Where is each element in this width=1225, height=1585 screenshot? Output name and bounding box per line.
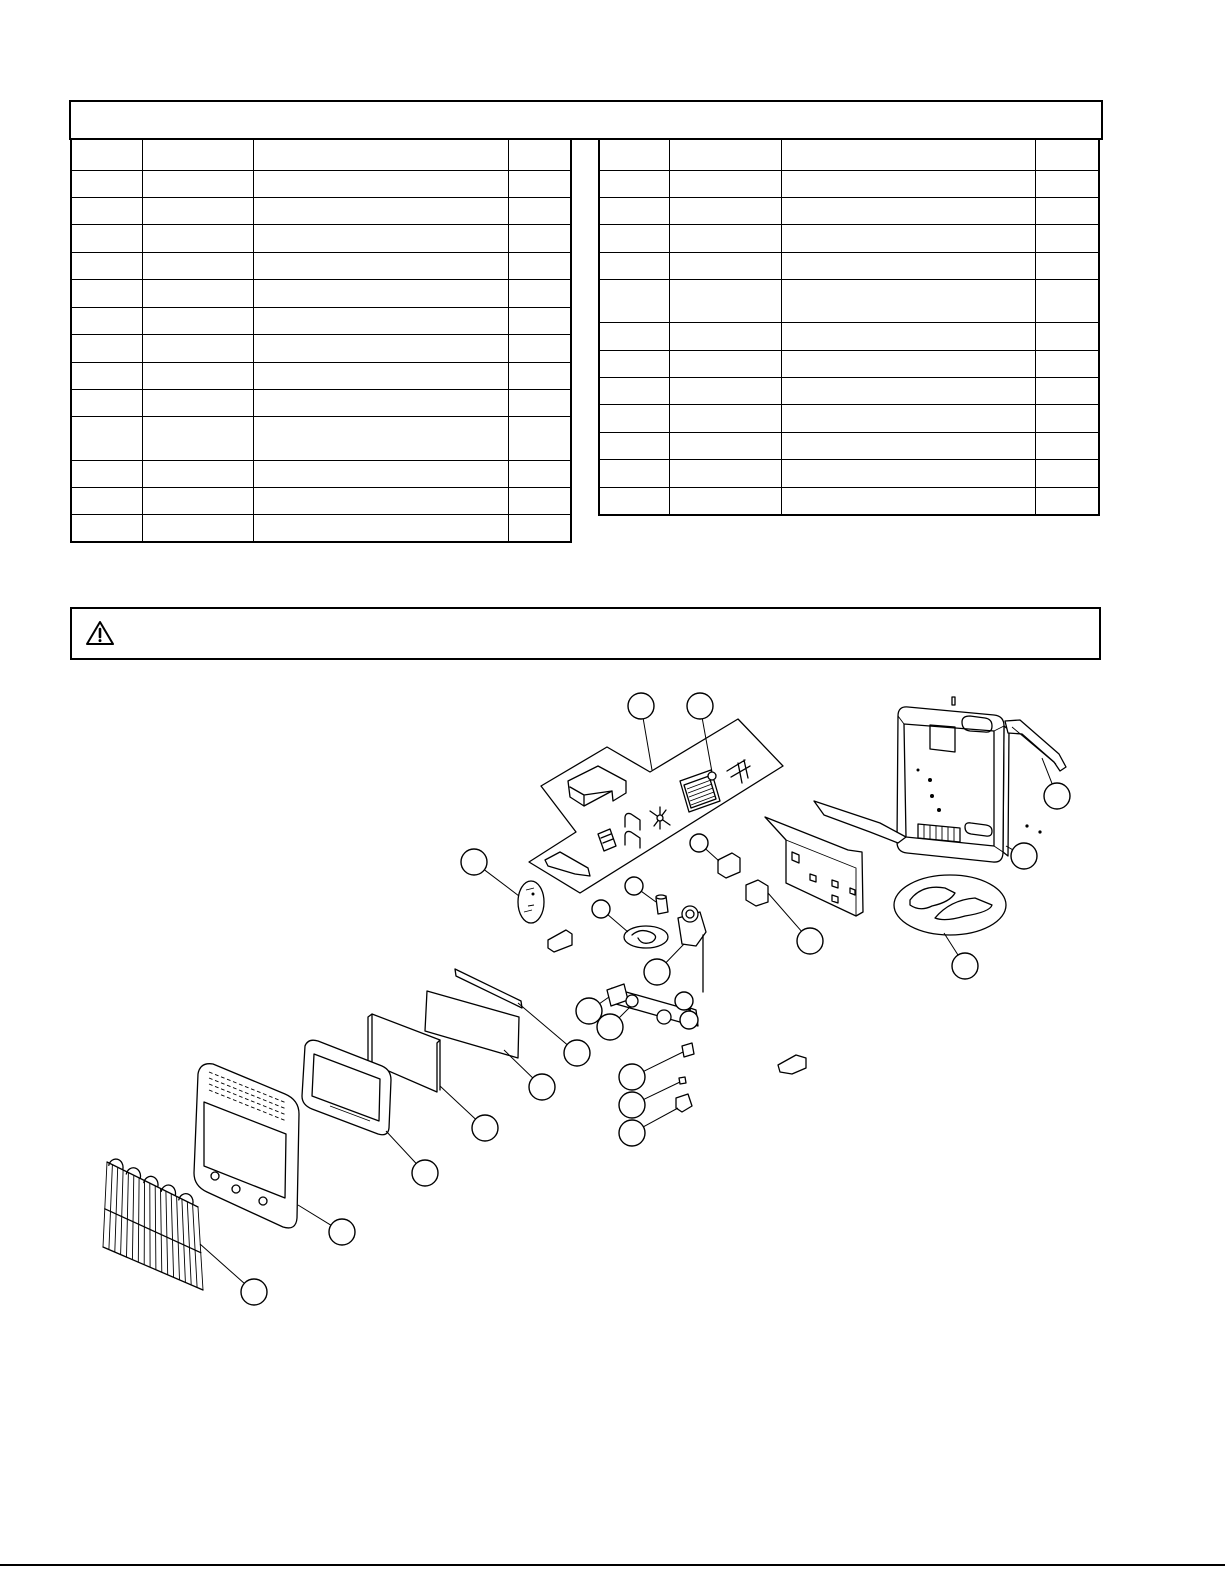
callout-circle xyxy=(680,1011,698,1029)
mounting-screw xyxy=(1038,830,1041,833)
parts-table-cell xyxy=(1035,487,1099,515)
parts-table-cell xyxy=(599,279,669,322)
parts-table-row xyxy=(71,279,571,307)
parts-table-cell xyxy=(599,322,669,350)
callout-circle xyxy=(472,1115,498,1141)
bracket-upper xyxy=(718,853,740,878)
log-set xyxy=(894,875,1006,935)
parts-table-header-row xyxy=(599,139,1099,170)
parts-table-cell xyxy=(253,514,508,542)
parts-table-cell xyxy=(142,170,253,197)
callout-circle xyxy=(797,928,823,954)
callout-circle xyxy=(675,992,693,1010)
parts-table-header-cell xyxy=(669,139,781,170)
parts-table-row xyxy=(71,307,571,334)
callout-circle xyxy=(461,849,487,875)
parts-table-cell xyxy=(508,197,571,224)
front-cabinet-outline xyxy=(194,1064,299,1228)
parts-table-row xyxy=(71,170,571,197)
parts-table-header-cell xyxy=(71,139,142,170)
exploded-parts-diagram xyxy=(0,680,1225,1320)
front-cabinet xyxy=(194,1064,299,1228)
parts-table-cell xyxy=(508,460,571,487)
parts-table-row xyxy=(599,377,1099,404)
parts-table-cell xyxy=(508,224,571,252)
callout-circle xyxy=(592,900,610,918)
bracket-middle xyxy=(746,880,768,906)
parts-table-header-cell xyxy=(142,139,253,170)
parts-table-cell xyxy=(508,334,571,362)
leader-line xyxy=(944,933,958,955)
parts-table-cell xyxy=(599,404,669,432)
parts-table-row xyxy=(599,322,1099,350)
leader-line xyxy=(600,997,609,1004)
leader-line xyxy=(643,719,652,770)
parts-table-cell xyxy=(599,224,669,252)
parts-table-cell xyxy=(253,307,508,334)
wire-guard-bars xyxy=(103,1162,203,1290)
kit-switch xyxy=(598,829,616,851)
leader-line xyxy=(644,1082,680,1099)
parts-table-cell xyxy=(508,362,571,389)
leader-line xyxy=(608,915,628,932)
leader-line xyxy=(666,944,684,963)
parts-table-cell xyxy=(781,224,1035,252)
parts-table-cell xyxy=(253,487,508,514)
parts-table-cell xyxy=(1035,350,1099,377)
leader-line xyxy=(200,1244,244,1283)
front-cabinet-foot xyxy=(259,1197,267,1205)
parts-table-row xyxy=(71,197,571,224)
parts-table-cell xyxy=(669,252,781,279)
parts-table-cell xyxy=(253,252,508,279)
callout-circle xyxy=(412,1160,438,1186)
back-housing-hole xyxy=(937,808,941,812)
kit-knob xyxy=(708,772,716,780)
parts-table-cell xyxy=(669,377,781,404)
parts-table-cell xyxy=(781,279,1035,322)
parts-table-cell xyxy=(599,350,669,377)
parts-table-cell xyxy=(599,252,669,279)
oval-plate xyxy=(518,881,544,923)
parts-table-cell xyxy=(1035,432,1099,459)
callout-circle xyxy=(619,1064,645,1090)
parts-table-cell xyxy=(71,416,142,460)
parts-table-cell xyxy=(599,197,669,224)
burner-orifice xyxy=(626,995,638,1007)
leader-line xyxy=(706,849,719,861)
leader-line xyxy=(386,1131,416,1164)
parts-table-right xyxy=(598,138,1100,516)
callout-circle xyxy=(952,953,978,979)
heat-shields xyxy=(765,801,906,916)
parts-table-row xyxy=(599,404,1099,432)
parts-table-cell xyxy=(1035,197,1099,224)
parts-table-cell xyxy=(71,307,142,334)
parts-table-cell xyxy=(669,279,781,322)
parts-table-cell xyxy=(508,279,571,307)
bracket-lower-right xyxy=(778,1055,806,1074)
kit-fan-hub xyxy=(657,815,663,821)
oval-plate-hole xyxy=(532,893,535,896)
parts-table-row xyxy=(599,432,1099,459)
wire-guard-loops xyxy=(109,1159,193,1204)
hardware-clip xyxy=(682,1043,694,1057)
parts-table-cell xyxy=(781,377,1035,404)
parts-table-cell xyxy=(599,377,669,404)
parts-table-cell xyxy=(71,514,142,542)
kit-clip-upper xyxy=(625,813,640,830)
parts-table-header-cell xyxy=(253,139,508,170)
parts-table-cell xyxy=(1035,404,1099,432)
thermocouple-outline xyxy=(624,926,668,948)
parts-table-cell xyxy=(781,432,1035,459)
parts-table-header-cell xyxy=(781,139,1035,170)
callout-circle xyxy=(564,1040,590,1066)
parts-table-cell xyxy=(71,487,142,514)
callout-circle xyxy=(619,1120,645,1146)
back-housing-hole xyxy=(930,794,934,798)
leader-line xyxy=(518,1003,567,1045)
parts-table-cell xyxy=(669,197,781,224)
callout-circle xyxy=(241,1279,267,1305)
parts-kit xyxy=(529,719,783,893)
parts-table-cell xyxy=(669,322,781,350)
warning-icon xyxy=(86,620,114,646)
parts-table-cell xyxy=(669,459,781,487)
parts-table-cell xyxy=(508,252,571,279)
pilot-top xyxy=(656,895,666,899)
wall-bracket-outline xyxy=(1005,720,1066,771)
parts-table-row xyxy=(599,459,1099,487)
parts-table-row xyxy=(71,514,571,542)
leader-line xyxy=(619,1007,630,1018)
wall-bracket xyxy=(1005,720,1066,771)
leader-line xyxy=(1042,758,1052,784)
parts-table-cell xyxy=(142,197,253,224)
mounting-screw xyxy=(1025,824,1028,827)
parts-table-cell xyxy=(599,487,669,515)
leader-line xyxy=(641,891,656,902)
parts-table-row xyxy=(71,224,571,252)
parts-table-cell xyxy=(142,487,253,514)
parts-table-cell xyxy=(71,224,142,252)
callout-circle xyxy=(329,1219,355,1245)
parts-table-cell xyxy=(142,334,253,362)
parts-table-cell xyxy=(599,459,669,487)
parts-table-header-cell xyxy=(1035,139,1099,170)
parts-table-cell xyxy=(1035,459,1099,487)
parts-table-cell xyxy=(253,197,508,224)
warning-box xyxy=(70,607,1101,660)
front-cabinet-foot xyxy=(211,1172,219,1180)
parts-table-cell xyxy=(781,322,1035,350)
callout-circle xyxy=(529,1074,555,1100)
parts-table-row xyxy=(599,170,1099,197)
callout-circle xyxy=(690,834,708,852)
parts-table-cell xyxy=(1035,170,1099,197)
parts-table-row xyxy=(71,334,571,362)
parts-table-cell xyxy=(71,170,142,197)
parts-table-cell xyxy=(508,389,571,416)
kit-clip-lower xyxy=(625,831,640,848)
thermocouple-coil xyxy=(632,931,656,944)
parts-table-cell xyxy=(71,279,142,307)
parts-table-cell xyxy=(71,362,142,389)
parts-table-cell xyxy=(781,350,1035,377)
leader-line xyxy=(643,1108,678,1127)
parts-table-header-row xyxy=(71,139,571,170)
callout-circle xyxy=(628,693,654,719)
parts-table-cell xyxy=(508,307,571,334)
parts-table-cell xyxy=(253,362,508,389)
parts-table-row xyxy=(599,224,1099,252)
parts-table-header-cell xyxy=(599,139,669,170)
parts-table-header-cell xyxy=(508,139,571,170)
callout-circle xyxy=(1044,783,1070,809)
back-housing-hole xyxy=(917,769,920,772)
parts-table-row xyxy=(599,487,1099,515)
parts-table-cell xyxy=(1035,279,1099,322)
hardware-nut xyxy=(679,1077,686,1084)
parts-table-cell xyxy=(142,416,253,460)
parts-table-row xyxy=(599,252,1099,279)
callout-circle xyxy=(687,693,713,719)
callout-circle xyxy=(597,1014,623,1040)
parts-table-cell xyxy=(669,487,781,515)
leader-line xyxy=(768,893,801,931)
parts-table-cell xyxy=(781,252,1035,279)
parts-table-cell xyxy=(1035,322,1099,350)
parts-table-cell xyxy=(142,362,253,389)
parts-table-cell xyxy=(142,514,253,542)
parts-table-cell xyxy=(669,350,781,377)
parts-table-cell xyxy=(253,170,508,197)
parts-table-cell xyxy=(781,487,1035,515)
parts-table-cell xyxy=(142,460,253,487)
leader-line xyxy=(644,1052,683,1071)
parts-table-row xyxy=(71,487,571,514)
parts-table-cell xyxy=(253,460,508,487)
burner-regulator xyxy=(657,1010,671,1024)
pilot-assembly xyxy=(624,895,668,948)
parts-table-cell xyxy=(71,252,142,279)
leader-line xyxy=(484,870,519,896)
parts-table-cell xyxy=(71,197,142,224)
bracket-left xyxy=(548,930,572,952)
parts-table-cell xyxy=(781,459,1035,487)
callout-circle xyxy=(576,998,602,1024)
leader-line xyxy=(440,1086,476,1119)
gas-valve xyxy=(678,906,706,992)
parts-table-cell xyxy=(508,170,571,197)
oval-plate-marks xyxy=(524,888,534,912)
front-cabinet-foot xyxy=(232,1185,240,1193)
parts-table-cell xyxy=(781,170,1035,197)
log-left xyxy=(910,887,955,909)
parts-table-row xyxy=(599,279,1099,322)
parts-table-cell xyxy=(781,197,1035,224)
parts-table-cell xyxy=(253,334,508,362)
parts-table-cell xyxy=(71,389,142,416)
warning-exclamation-dot xyxy=(99,639,102,642)
parts-table-left xyxy=(70,138,572,543)
callout-circle xyxy=(619,1092,645,1118)
parts-table-row xyxy=(71,389,571,416)
parts-table-row xyxy=(71,460,571,487)
parts-table-row xyxy=(71,416,571,460)
parts-table-cell xyxy=(508,487,571,514)
wire-guard xyxy=(103,1159,203,1290)
parts-table-cell xyxy=(781,404,1035,432)
parts-table-row xyxy=(71,362,571,389)
parts-table-cell xyxy=(142,389,253,416)
footer-rule xyxy=(0,1564,1225,1566)
parts-table-cell xyxy=(1035,224,1099,252)
callout-circle xyxy=(625,877,643,895)
parts-table-cell xyxy=(253,389,508,416)
parts-table-cell xyxy=(669,170,781,197)
parts-table-row xyxy=(71,252,571,279)
parts-table-row xyxy=(599,197,1099,224)
radiant-panel xyxy=(425,991,519,1058)
oval-plate-outline xyxy=(518,881,544,923)
hardware-igniter xyxy=(676,1094,692,1112)
back-housing-tab xyxy=(952,697,955,705)
callout-circle xyxy=(1011,843,1037,869)
parts-list-header-box xyxy=(69,100,1103,140)
leader-line xyxy=(702,719,712,772)
parts-table-cell xyxy=(669,432,781,459)
kit-fasteners xyxy=(727,760,750,783)
parts-table-cell xyxy=(669,404,781,432)
parts-table-cell xyxy=(1035,252,1099,279)
callout-circle xyxy=(644,959,670,985)
back-housing-hole xyxy=(928,778,932,782)
parts-table-cell xyxy=(669,224,781,252)
parts-table-cell xyxy=(142,279,253,307)
parts-table-cell xyxy=(71,334,142,362)
parts-table-cell xyxy=(142,224,253,252)
parts-table-cell xyxy=(253,279,508,307)
heat-shield-upper xyxy=(814,801,906,843)
kit-rail-bracket xyxy=(545,852,590,876)
parts-table-cell xyxy=(599,432,669,459)
parts-table-cell xyxy=(508,416,571,460)
parts-table-cell xyxy=(508,514,571,542)
parts-table-row xyxy=(599,350,1099,377)
parts-table-cell xyxy=(253,416,508,460)
kit-cover-bracket xyxy=(568,766,626,806)
heat-shield-lower xyxy=(765,817,863,916)
parts-table-cell xyxy=(253,224,508,252)
parts-table-cell xyxy=(142,307,253,334)
parts-table-cell xyxy=(71,460,142,487)
parts-table-cell xyxy=(599,170,669,197)
leader-line xyxy=(298,1205,331,1225)
parts-table-cell xyxy=(1035,377,1099,404)
gas-valve-knob xyxy=(682,906,698,922)
parts-table-cell xyxy=(142,252,253,279)
